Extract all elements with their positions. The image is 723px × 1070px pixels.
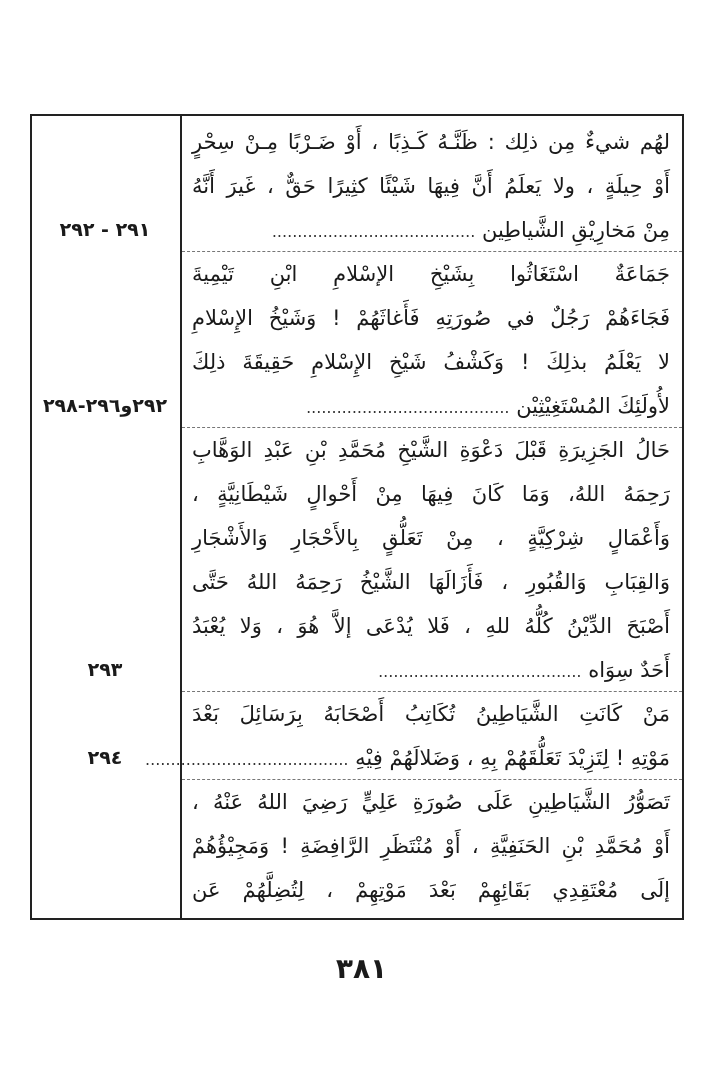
entry-line: فَجَاءَهُمْ رَجُلٌ في صُورَتِهِ فَأَغاثَهُمْ ! وَشَيْخُ الإِسْلامِ [192,306,670,330]
row-separator [182,779,682,780]
entry-line: لا يَعْلَمُ بذلِكَ ! وَكَشْفُ شَيْخِ الإِسْلامِ حَقِيقَةَ ذلِكَ [192,350,670,374]
entry-line: رَحِمَهُ اللهُ، وَمَا كَانَ فِيهَا مِنْ أَحْوالٍ شَيْطَانِيَّةٍ ، [192,482,670,506]
entry-line-last [192,386,670,426]
entry-text: مِنْ مَخارِيْقِ الشَّياطِين [481,218,670,242]
leader-dots: ........................................ [145,750,349,769]
leader-dots: ........................................ [378,662,582,681]
entry-line-last [145,738,670,778]
entry-line: أَوْ مُحَمَّدِ بْنِ الحَنَفِيَّةِ ، أَوْ مُنْتَظَرِ الرَّافِضَةِ ! وَمَجِيْؤُهُمْ [192,834,670,858]
entry-line: تَصَوُّرُ الشَّيَاطِينِ عَلَى صُورَةِ عَلِيٍّ رَضِيَ اللهُ عَنْهُ ، [192,790,670,814]
entry-line: وَأَعْمَالٍ شِرْكِيَّةٍ ، مِنْ تَعَلُّقٍ بِالأَحْجَارِ وَالأَشْجَارِ [192,526,670,550]
entry-line: حَالُ الجَزِيرَةِ قَبْلَ دَعْوَةِ الشَّيْخِ مُحَمَّدِ بْنِ عَبْدِ الوَهَّابِ [192,438,670,462]
entry-line: مَنْ كَانَتِ الشَّيَاطِينُ تُكَاتِبُ أَصْحَابَهُ بِرَسَائِلَ بَعْدَ [192,702,670,726]
entry-line-last [192,650,670,690]
entry-line: لهُم شيءٌ مِن ذلِك : ظَنَّـهُ كَـذِبًا ، أَوْ ضَـرْبًا مِـنْ سِحْرٍ [192,130,670,154]
page-reference: ٢٩٢و٢٩٦-٢٩٨ [42,395,168,417]
index-table [30,114,684,920]
row-separator [182,251,682,252]
row-separator [182,691,682,692]
column-divider [180,116,182,918]
entry-line: جَمَاعَةٌ اسْتَغَاثُوا بِشَيْخِ الإسْلامِ ابْنِ تَيْمِيةَ [192,262,670,286]
entry-line: إلَى مُعْتَقِدِي بَقَائِهِمْ بَعْدَ مَوْتِهِمْ ، لِتُضِلَّهُمْ عَن [192,878,670,902]
entry-text: أَحَدٌ سِوَاه [588,658,670,682]
page-reference: ٢٩٤ [87,747,123,769]
entry-line-last [192,210,670,250]
leader-dots: ........................................ [271,222,476,241]
entry-line: وَالقِبَابِ وَالقُبُورِ ، فَأَزَالَهَا الشَّيْخُ رَحِمَهُ اللهُ حَتَّى [192,570,670,594]
entry-text: مَوْتِهِ ! لِتَزِيْدَ تَعَلُّقَهُمْ بِهِ ، وَضَلالَهُمْ فِيْهِ [355,746,670,770]
leader-dots: ........................................ [306,398,510,417]
row-separator [182,427,682,428]
entry-text: لأُولَئِكَ المُسْتَغِيْثِيْن [516,394,670,418]
page-reference: ٢٩١ - ٢٩٢ [59,219,151,241]
entry-line: أَصْبَحَ الدِّيْنُ كُلُّهُ للهِ ، فَلا يُدْعَى إلاَّ هُوَ ، وَلا يُعْبَدُ [192,614,670,638]
page-reference: ٢٩٣ [87,659,123,681]
page-number: ٣٨١ [335,952,388,985]
entry-line: أَوْ حِيلَةٍ ، ولا يَعلَمُ أَنَّ فِيهَا شَيْئًا كثِيرًا حَقٌّ ، غَيرَ أَنَّهُ [192,174,670,198]
